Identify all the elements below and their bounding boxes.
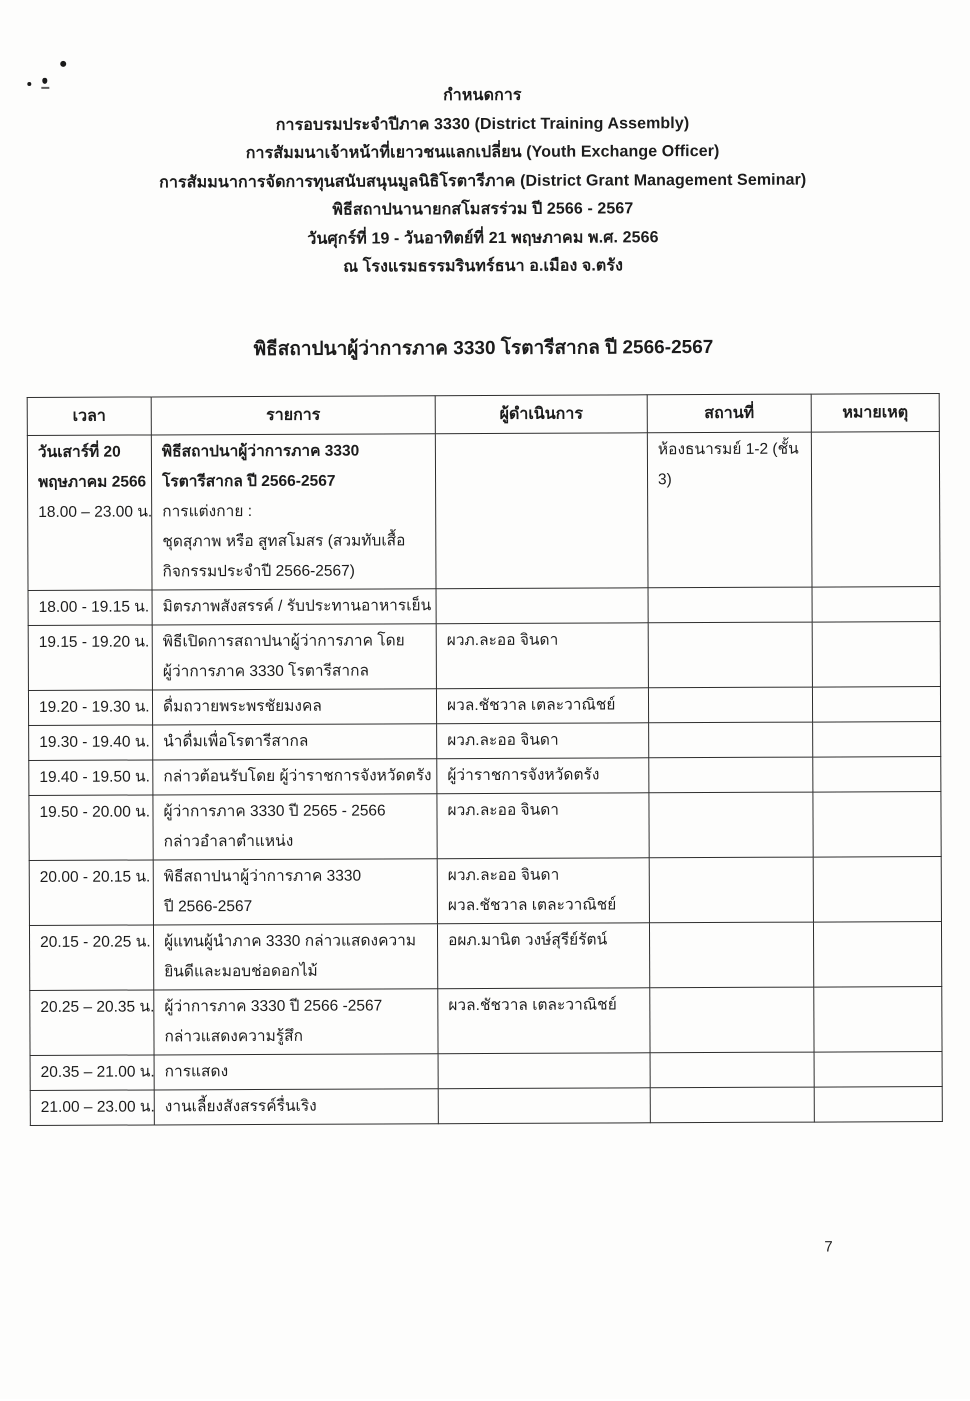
table-cell-note — [814, 987, 942, 1053]
table-cell-item — [153, 794, 437, 860]
table-cell-note — [814, 1087, 942, 1123]
table-cell-time — [29, 795, 153, 861]
table-row — [29, 857, 941, 926]
table-row — [29, 722, 941, 761]
cell-line: ชุดสุภาพ หรือ สูทสโมสร (สวมทับเสื้อ — [162, 532, 406, 551]
section-title: พิธีสถาปนาผู้ว่าการภาค 3330 โรตารีสากล ปี 2566-2567 — [253, 336, 714, 360]
cell-line: 18.00 - 19.15 น. — [38, 598, 150, 616]
cell-line: 19.15 - 19.20 น. — [38, 633, 150, 651]
cell-line: ผวภ.ละออ จินดา — [447, 731, 559, 750]
table-row — [28, 622, 940, 691]
table-row — [27, 432, 940, 591]
column-header-location: สถานที่ — [647, 394, 811, 433]
cell-line: ผวภ.ละออ จินดา — [446, 631, 559, 650]
table-cell-item — [152, 624, 436, 690]
cell-line: ผู้ว่าการภาค 3330 ปี 2565 - 2566 — [163, 802, 386, 821]
ink-speck — [60, 61, 66, 67]
table-cell-item — [152, 689, 436, 725]
table-cell-time — [28, 625, 152, 691]
table-cell-time — [29, 725, 153, 761]
cell-line: ผู้แทนผู้นำภาค 3330 กล่าวแสดงความ — [164, 932, 417, 951]
table-cell-location — [650, 1052, 814, 1088]
cell-line: การแสดง — [164, 1063, 229, 1081]
table-cell-item — [153, 859, 437, 925]
table-cell-time — [30, 1090, 154, 1126]
table-cell-time — [30, 1055, 154, 1091]
table-cell-location — [647, 432, 812, 588]
table-cell-note — [812, 587, 940, 623]
schedule-table-body — [27, 432, 942, 1126]
page-number: 7 — [824, 1238, 833, 1256]
cell-line: โรตารีสากล ปี 2566-2567 — [162, 472, 336, 491]
column-header-operator: ผู้ดำเนินการ — [435, 395, 647, 434]
table-row — [29, 792, 941, 861]
cell-line: กล่าวต้อนรับโดย ผู้ว่าราชการจังหวัดตรัง — [163, 767, 432, 786]
cell-line: งานเลี้ยงสังสรรค์รื่นเริง — [164, 1097, 317, 1116]
table-cell-note — [813, 722, 941, 758]
cell-line: นำดื่มเพื่อโรตารีสากล — [163, 732, 309, 751]
cell-line: ผู้ว่าการภาค 3330 โรตารีสากล — [162, 662, 370, 681]
cell-line: ห้องธนารมย์ 1-2 (ชั้น 3) — [657, 440, 799, 489]
header-line: การสัมมนาการจัดการทุนสนับสนุนมูลนิธิโรตารีภาค (District Grant Management Seminar) — [159, 171, 807, 191]
table-header-row — [27, 394, 939, 436]
cell-line: ผู้ว่าการภาค 3330 ปี 2566 -2567 — [164, 997, 383, 1016]
cell-line: มิตรภาพสังสรรค์ / รับประทานอาหารเย็น — [162, 597, 432, 616]
schedule-table — [27, 393, 943, 1126]
table-cell-item — [151, 434, 436, 590]
table-cell-operator — [437, 758, 649, 794]
table-row — [30, 987, 942, 1056]
cell-line: ผู้ว่าราชการจังหวัดตรัง — [447, 766, 600, 785]
table-cell-item — [153, 924, 437, 990]
table-cell-location — [649, 792, 813, 858]
cell-line: กล่าวอำลาตำแหน่ง — [163, 832, 294, 851]
table-cell-item — [152, 589, 436, 625]
table-cell-location — [648, 687, 812, 723]
table-cell-note — [813, 922, 941, 988]
table-row — [28, 587, 940, 626]
cell-line: 20.35 – 21.00 น. — [40, 1063, 155, 1081]
column-header-item: รายการ — [151, 396, 435, 435]
cell-line: พฤษภาคม 2566 — [38, 473, 147, 491]
table-cell-operator — [437, 723, 649, 759]
cell-line: 19.30 - 19.40 น. — [39, 733, 150, 751]
header-line: การสัมมนาเจ้าหน้าที่เยาวชนแลกเปลี่ยน (Youth Exchange Officer) — [245, 142, 720, 163]
table-row — [28, 687, 940, 726]
table-cell-note — [811, 432, 940, 588]
cell-line: 20.15 - 20.25 น. — [40, 933, 151, 951]
header-line: ณ โรงแรมธรรมรินทร์ธนา อ.เมือง จ.ตรัง — [343, 257, 624, 276]
table-cell-item — [154, 1054, 438, 1090]
cell-line: ผวล.ชัชวาล เตละวาณิชย์ — [448, 996, 617, 1015]
table-cell-operator — [438, 1088, 650, 1124]
cell-line: ผวล.ชัชวาล เตละวาณิชย์ — [447, 896, 617, 915]
table-cell-location — [650, 1087, 814, 1123]
table-row — [29, 922, 941, 991]
ink-speck — [42, 78, 47, 84]
header-line: พิธีสถาปนานายกสโมสรร่วม ปี 2566 - 2567 — [332, 200, 634, 219]
cell-line: ยินดีและมอบช่อดอกไม้ — [164, 962, 318, 981]
table-row — [30, 1087, 942, 1126]
table-cell-operator — [438, 1053, 650, 1089]
table-cell-note — [814, 1052, 942, 1088]
table-cell-operator — [437, 858, 649, 924]
table-cell-note — [813, 792, 941, 858]
table-cell-location — [649, 722, 813, 758]
table-cell-time — [28, 590, 152, 626]
table-cell-location — [649, 922, 813, 988]
table-cell-operator — [436, 623, 648, 689]
cell-line: กล่าวแสดงความรู้สึก — [164, 1027, 304, 1046]
cell-line: 20.00 - 20.15 น. — [39, 868, 151, 886]
cell-line: 19.50 - 20.00 น. — [39, 803, 151, 821]
table-cell-item — [154, 989, 438, 1055]
table-cell-note — [812, 687, 940, 723]
ink-speck — [27, 82, 31, 86]
table-cell-item — [153, 724, 437, 760]
cell-line: พิธีสถาปนาผู้ว่าการภาค 3330 — [161, 442, 360, 461]
cell-line: ผวภ.ละออ จินดา — [447, 801, 560, 820]
cell-line: วันเสาร์ที่ 20 — [37, 443, 121, 461]
table-cell-time — [29, 860, 153, 926]
cell-line: ดื่มถวายพระพรชัยมงคล — [162, 697, 322, 716]
header-line: การอบรมประจำปีภาค 3330 (District Training Assembly) — [275, 114, 690, 134]
document-header — [0, 80, 968, 284]
table-row — [29, 757, 941, 796]
ink-speck — [41, 87, 49, 89]
table-cell-location — [650, 987, 814, 1053]
table-cell-time — [28, 690, 152, 726]
table-cell-location — [648, 587, 812, 623]
cell-line: 19.40 - 19.50 น. — [39, 768, 150, 786]
cell-line: ปี 2566-2567 — [163, 898, 253, 916]
cell-line: ผวภ.ละออ จินดา — [447, 866, 560, 885]
cell-line: ผวล.ชัชวาล เตละวาณิชย์ — [446, 696, 616, 715]
table-cell-operator — [437, 923, 649, 989]
table-cell-location — [649, 757, 813, 793]
table-cell-time — [29, 760, 153, 796]
table-cell-operator — [436, 688, 648, 724]
cell-line: 20.25 – 20.35 น. — [40, 998, 155, 1016]
cell-line: การแต่งกาย : — [162, 503, 253, 521]
table-cell-location — [648, 622, 812, 688]
header-line: วันศุกร์ที่ 19 - วันอาทิตย์ที่ 21 พฤษภาคม พ.ศ. 2566 — [307, 228, 659, 248]
table-row — [30, 1052, 942, 1091]
table-cell-time — [30, 990, 154, 1056]
table-cell-item — [154, 1089, 438, 1125]
table-cell-time — [29, 925, 153, 991]
table-cell-note — [812, 622, 940, 688]
cell-line: กิจกรรมประจำปี 2566-2567) — [162, 562, 355, 581]
table-cell-item — [153, 759, 437, 795]
cell-line: 18.00 – 23.00 น. — [38, 503, 153, 521]
column-header-time: เวลา — [27, 397, 151, 436]
cell-line: พิธีเปิดการสถาปนาผู้ว่าการภาค โดย — [162, 632, 405, 651]
table-cell-note — [813, 857, 941, 923]
table-cell-location — [649, 857, 813, 923]
table-cell-operator — [438, 988, 650, 1054]
table-cell-operator — [437, 793, 649, 859]
column-header-note: หมายเหตุ — [811, 394, 939, 433]
table-cell-time — [27, 435, 152, 591]
cell-line: 21.00 – 23.00 น. — [40, 1098, 155, 1116]
table-cell-operator — [435, 433, 648, 589]
cell-line: 19.20 - 19.30 น. — [38, 698, 150, 716]
cell-line: อผภ.มานิต วงษ์สุรีย์รัตน์ — [448, 931, 608, 950]
table-cell-note — [813, 757, 941, 793]
cell-line: พิธีสถาปนาผู้ว่าการภาค 3330 — [163, 867, 362, 886]
table-cell-operator — [436, 588, 648, 624]
header-line-title: กำหนดการ — [443, 86, 522, 105]
